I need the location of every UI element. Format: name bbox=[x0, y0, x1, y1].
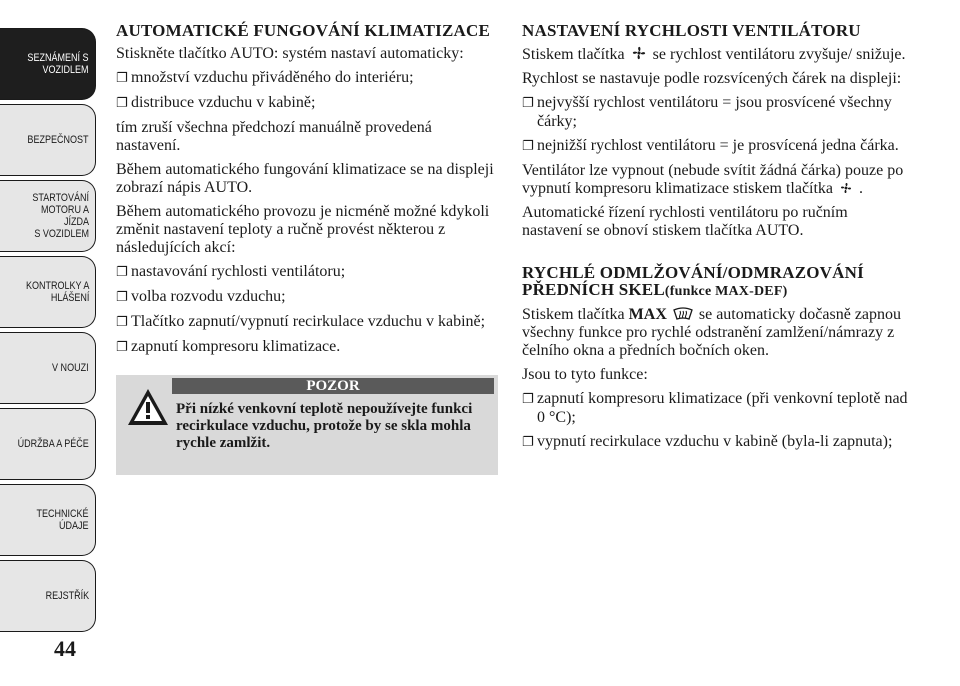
list-item bbox=[522, 433, 912, 452]
list-item-text: zapnutí kompresoru klimatizace (při venkovní teplotě nad 0 °C); bbox=[537, 390, 908, 426]
list-item bbox=[116, 69, 500, 88]
bullet-list bbox=[116, 263, 500, 357]
tab-udrzba-a-pece[interactable] bbox=[0, 408, 96, 480]
text: Ventilátor lze vypnout (nebude svítit žádná čárka) pouze po vypnutí kompresoru klimatizace stiskem tlačítka bbox=[522, 162, 904, 197]
list-item-text: vypnutí recirkulace vzduchu v kabině (byla-li zapnuta); bbox=[537, 433, 893, 450]
list-item-text: volba rozvodu vzduchu; bbox=[131, 288, 286, 305]
windshield-defrost-icon bbox=[673, 307, 693, 321]
tab-label: SEZNÁMENÍ S VOZIDLEM bbox=[27, 52, 89, 76]
checkbox-bullet-icon: ❐ bbox=[116, 315, 128, 330]
left-column bbox=[116, 22, 500, 475]
bullet-list bbox=[522, 390, 912, 452]
tab-label: STARTOVÁNÍ MOTORU A JÍZDA S VOZIDLEM bbox=[32, 192, 89, 240]
list-item-text: nejnižší rychlost ventilátoru = je prosvícená jedna čárka. bbox=[537, 137, 899, 154]
paragraph bbox=[522, 306, 912, 360]
text: se rychlost ventilátoru zvyšuje/ snižuje. bbox=[652, 46, 906, 63]
warning-text: Při nízké venkovní teplotě nepoužívejte funkci recirkulace vzduchu, protože by se skla mohla rychle zamlžit. bbox=[176, 401, 473, 451]
list-item-text: Tlačítko zapnutí/vypnutí recirkulace vzduchu v kabině; bbox=[131, 313, 486, 330]
tab-bezpecnost[interactable] bbox=[0, 104, 96, 176]
section-heading-automatic: AUTOMATICKÉ FUNGOVÁNÍ KLIMATIZACE bbox=[116, 21, 491, 40]
list-item-text: nastavování rychlosti ventilátoru; bbox=[131, 263, 346, 280]
tab-rejstrik[interactable] bbox=[0, 560, 96, 632]
paragraph: Automatické řízení rychlosti ventilátoru po ručním nastavení se obnoví stiskem tlačítka AUTO. bbox=[522, 204, 848, 239]
list-item bbox=[116, 338, 500, 357]
fan-icon bbox=[631, 45, 647, 61]
tab-technicke-udaje[interactable] bbox=[0, 484, 96, 556]
right-column bbox=[522, 22, 912, 458]
paragraph: Rychlost se nastavuje podle rozsvícených čárek na displeji: bbox=[522, 70, 902, 87]
checkbox-bullet-icon: ❐ bbox=[116, 265, 128, 280]
checkbox-bullet-icon: ❐ bbox=[522, 392, 534, 407]
tab-v-nouzi[interactable] bbox=[0, 332, 96, 404]
paragraph bbox=[522, 45, 912, 64]
bullet-list bbox=[522, 94, 912, 156]
list-item bbox=[522, 137, 912, 156]
text: Stiskem tlačítka bbox=[522, 306, 625, 323]
checkbox-bullet-icon: ❐ bbox=[116, 340, 128, 355]
tab-kontrolky-a-hlaseni[interactable] bbox=[0, 256, 96, 328]
checkbox-bullet-icon: ❐ bbox=[522, 96, 534, 111]
list-item-text: zapnutí kompresoru klimatizace. bbox=[131, 338, 341, 355]
paragraph: Během automatického provozu je nicméně možné kdykoli změnit nastavení teploty a ručně provést některou z následujících akcí: bbox=[116, 203, 490, 256]
checkbox-bullet-icon: ❐ bbox=[522, 139, 534, 154]
page-number: 44 bbox=[54, 636, 76, 661]
max-label: MAX bbox=[628, 306, 667, 323]
list-item bbox=[116, 94, 500, 113]
warning-title: POZOR bbox=[172, 378, 494, 394]
paragraph bbox=[522, 162, 912, 198]
text: . bbox=[859, 180, 864, 197]
section-heading-fan-speed: NASTAVENÍ RYCHLOSTI VENTILÁTORU bbox=[522, 21, 861, 40]
checkbox-bullet-icon: ❐ bbox=[116, 96, 128, 111]
fan-off-icon bbox=[839, 181, 853, 195]
list-item-text: množství vzduchu přiváděného do interiéru; bbox=[131, 69, 414, 86]
list-item bbox=[116, 263, 500, 282]
list-item bbox=[116, 313, 500, 332]
checkbox-bullet-icon: ❐ bbox=[522, 435, 534, 450]
list-item-text: nejvyšší rychlost ventilátoru = jsou prosvícené všechny čárky; bbox=[537, 94, 892, 130]
tab-startovani-motoru[interactable] bbox=[0, 180, 96, 252]
tab-label: TECHNICKÉ ÚDAJE bbox=[36, 508, 89, 532]
list-item bbox=[522, 390, 912, 427]
paragraph: Jsou to tyto funkce: bbox=[522, 366, 648, 383]
warning-box bbox=[116, 375, 498, 475]
tab-label: V NOUZI bbox=[52, 362, 89, 374]
bullet-list bbox=[116, 69, 500, 113]
text: Stiskem tlačítka bbox=[522, 46, 625, 63]
paragraph: Během automatického fungování klimatizace se na displeji zobrazí nápis AUTO. bbox=[116, 161, 494, 196]
tab-label: ÚDRŽBA A PÉČE bbox=[17, 438, 89, 450]
text: se automaticky dočasně zapnou všechny funkce pro rychlé odstranění zamlžení/námrazy z čelního okna a předních bočních oken. bbox=[522, 306, 902, 359]
paragraph: Stiskněte tlačítko AUTO: systém nastaví automaticky: bbox=[116, 45, 464, 62]
list-item bbox=[116, 288, 500, 307]
tab-label: REJSTŘÍK bbox=[45, 590, 89, 602]
list-item-text: distribuce vzduchu v kabině; bbox=[131, 94, 316, 111]
spacer bbox=[522, 246, 912, 264]
tab-label: KONTROLKY A HLÁŠENÍ bbox=[25, 280, 89, 304]
paragraph: tím zruší všechna předchozí manuálně provedená nastavení. bbox=[116, 119, 432, 154]
heading-suffix: (funkce MAX-DEF) bbox=[664, 284, 788, 299]
section-heading-max-def bbox=[522, 264, 912, 300]
checkbox-bullet-icon: ❐ bbox=[116, 71, 128, 86]
list-item bbox=[522, 94, 912, 131]
checkbox-bullet-icon: ❐ bbox=[116, 290, 128, 305]
tab-label: BEZPEČNOST bbox=[27, 134, 89, 146]
heading-main: RYCHLÉ ODMLŽOVÁNÍ/ODMRAZOVÁNÍ PŘEDNÍCH SKEL bbox=[522, 263, 864, 299]
tab-seznameni-s-vozidlem[interactable] bbox=[0, 28, 96, 100]
